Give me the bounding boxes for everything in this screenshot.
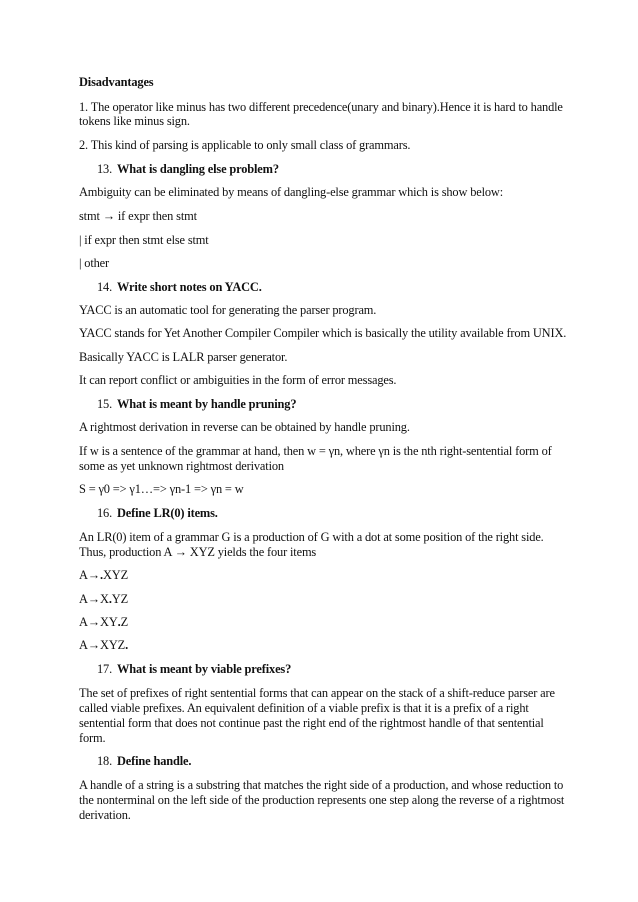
answer-18-line-2: the nonterminal on the left side of the production represents one step along the reverse of a rightmost (79, 793, 565, 807)
answer-17-line-2: called viable prefixes. An equivalent definition of a viable prefix is that it is a prefix of a right (79, 701, 529, 715)
grammar-line-3: | other (79, 256, 109, 270)
question-18 (97, 754, 191, 769)
grammar-line-1: stmt → if expr then stmt (79, 209, 197, 223)
answer-15-line-2: If w is a sentence of the grammar at hand, then w = γn, where γn is the nth right-sentential form of (79, 444, 552, 458)
question-title: Define LR(0) items. (117, 506, 218, 520)
answer-17-line-3: sentential form that does not continue past the right end of the rightmost handle of that sentential (79, 716, 544, 730)
question-title: Define handle. (117, 754, 192, 768)
answer-13: Ambiguity can be eliminated by means of dangling-else grammar which is show below: (79, 185, 504, 199)
disadvantage-1-line-2: tokens like minus sign. (79, 114, 190, 128)
question-15 (97, 397, 296, 412)
lr0-item (79, 615, 128, 630)
item-rhs: XYZ (103, 568, 129, 582)
answer-18-line-3: derivation. (79, 808, 131, 822)
item-lhs: A→XYZ (79, 638, 126, 652)
item-lhs: A→X (79, 592, 109, 606)
question-title: What is dangling else problem? (117, 162, 279, 176)
answer-16-line-1: An LR(0) item of a grammar G is a production of G with a dot at some position of the right side. (79, 530, 544, 544)
question-number: 15. (97, 397, 113, 411)
item-lhs: A→XY (79, 615, 118, 629)
question-title: Write short notes on YACC. (117, 280, 262, 294)
question-16 (97, 506, 218, 521)
answer-14-line-4: It can report conflict or ambiguities in the form of error messages. (79, 373, 397, 387)
question-title: What is meant by handle pruning? (117, 397, 297, 411)
item-rhs: YZ (111, 592, 129, 606)
question-13 (97, 162, 279, 177)
disadvantage-2: 2. This kind of parsing is applicable to only small class of grammars. (79, 138, 411, 152)
question-number: 14. (97, 280, 113, 294)
lr0-item (79, 638, 128, 653)
disadvantage-1-line-1: 1. The operator like minus has two different precedence(unary and binary).Hence it is hard to handle (79, 100, 563, 114)
question-number: 18. (97, 754, 113, 768)
section-heading: Disadvantages (79, 75, 154, 89)
question-14 (97, 280, 262, 295)
answer-14-line-1: YACC is an automatic tool for generating the parser program. (79, 303, 377, 317)
answer-18-line-1: A handle of a string is a substring that matches the right side of a production, and whose reduction to (79, 778, 564, 792)
item-dot: . (100, 568, 103, 582)
question-number: 13. (97, 162, 113, 176)
item-rhs: Z (120, 615, 129, 629)
answer-17-line-1: The set of prefixes of right sentential forms that can appear on the stack of a shift-reduce parser are (79, 686, 555, 700)
answer-15-line-1: A rightmost derivation in reverse can be obtained by handle pruning. (79, 420, 410, 434)
item-dot: . (117, 615, 121, 629)
question-number: 17. (97, 662, 113, 676)
item-dot: . (125, 638, 129, 652)
item-dot: . (108, 592, 112, 606)
answer-16-line-2: Thus, production A → XYZ yields the four items (79, 545, 317, 559)
answer-15-line-3: some as yet unknown rightmost derivation (79, 459, 284, 473)
answer-14-line-3: Basically YACC is LALR parser generator. (79, 350, 288, 364)
lr0-item (79, 568, 128, 583)
question-17 (97, 662, 291, 677)
question-title: What is meant by viable prefixes? (117, 662, 292, 676)
answer-17-line-4: form. (79, 731, 106, 745)
question-number: 16. (97, 506, 113, 520)
answer-14-line-2: YACC stands for Yet Another Compiler Compiler which is basically the utility available from UNIX. (79, 326, 567, 340)
derivation-formula: S = γ0 => γ1…=> γn-1 => γn = w (79, 482, 244, 496)
item-lhs: A→ (79, 568, 101, 582)
lr0-item (79, 592, 128, 607)
grammar-line-2: | if expr then stmt else stmt (79, 233, 209, 247)
